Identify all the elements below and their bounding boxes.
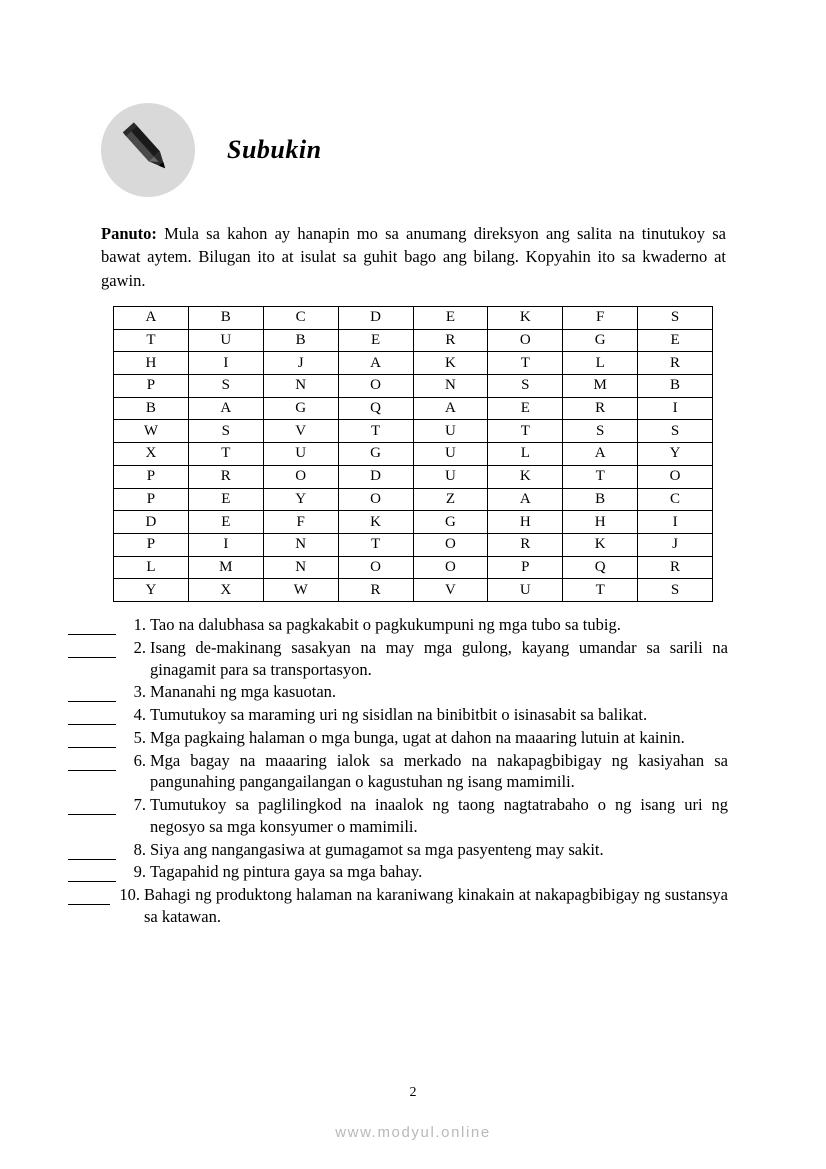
letter-grid-table — [113, 306, 713, 602]
letter-grid-row — [114, 352, 713, 375]
instructions-label: Panuto: — [101, 224, 157, 243]
letter-cell: R — [188, 465, 263, 488]
question-text: Tumutukoy sa paglilingkod na inaalok ng taong nagtatrabaho o ng isang uri ng negosyo sa mga konsyumer o mamimili. — [150, 795, 728, 836]
letter-cell: E — [188, 511, 263, 534]
question-item — [68, 727, 728, 749]
letter-cell: T — [563, 465, 638, 488]
letter-cell: R — [638, 556, 713, 579]
letter-cell: A — [413, 397, 488, 420]
question-item — [68, 750, 728, 794]
letter-cell: S — [488, 375, 563, 398]
question-item — [68, 839, 728, 861]
letter-cell: Q — [338, 397, 413, 420]
letter-cell: A — [338, 352, 413, 375]
pencil-badge — [101, 103, 195, 197]
letter-cell: N — [263, 533, 338, 556]
letter-cell: H — [563, 511, 638, 534]
letter-cell: B — [263, 329, 338, 352]
question-item — [68, 884, 728, 928]
letter-grid-row — [114, 556, 713, 579]
letter-cell: O — [413, 533, 488, 556]
letter-cell: K — [488, 307, 563, 330]
letter-grid-row — [114, 375, 713, 398]
letter-cell: I — [638, 511, 713, 534]
answer-blank[interactable] — [68, 641, 116, 658]
question-number: 4. — [133, 705, 146, 725]
letter-cell: P — [114, 488, 189, 511]
letter-cell: X — [188, 579, 263, 602]
letter-grid-row — [114, 307, 713, 330]
instructions-paragraph — [101, 222, 726, 292]
letter-cell: S — [638, 307, 713, 330]
question-text: Tao na dalubhasa sa pagkakabit o pagkukumpuni ng mga tubo sa tubig. — [150, 615, 621, 634]
letter-grid-row — [114, 533, 713, 556]
answer-blank[interactable] — [68, 618, 116, 635]
answer-blank[interactable] — [68, 798, 116, 815]
letter-cell: D — [338, 465, 413, 488]
answer-blank[interactable] — [68, 754, 116, 771]
letter-cell: O — [338, 488, 413, 511]
letter-cell: A — [563, 443, 638, 466]
letter-cell: O — [338, 375, 413, 398]
question-text: Mga bagay na maaaring ialok sa merkado na nakapagbibigay ng kasiyahan sa pangunahing pangangailangan o kagustuhan ng isang mamimili. — [150, 750, 728, 792]
question-item — [68, 681, 728, 703]
pencil-icon — [117, 119, 179, 181]
letter-cell: R — [638, 352, 713, 375]
letter-cell: P — [488, 556, 563, 579]
letter-grid-row — [114, 579, 713, 602]
question-number: 1. — [133, 615, 146, 634]
question-item — [68, 794, 728, 838]
letter-cell: P — [114, 465, 189, 488]
letter-grid-row — [114, 329, 713, 352]
question-text: Mananahi ng mga kasuotan. — [150, 682, 337, 702]
question-number: 8. — [133, 839, 146, 859]
question-list — [68, 614, 728, 929]
letter-grid-row — [114, 443, 713, 466]
letter-cell: A — [488, 488, 563, 511]
letter-cell: J — [263, 352, 338, 375]
letter-cell: S — [638, 579, 713, 602]
letter-cell: B — [563, 488, 638, 511]
question-number: 9. — [133, 862, 146, 882]
answer-blank[interactable] — [68, 731, 116, 748]
letter-cell: T — [488, 420, 563, 443]
letter-cell: Z — [413, 488, 488, 511]
page-number: 2 — [409, 1085, 417, 1100]
letter-grid-row — [114, 420, 713, 443]
letter-cell: E — [638, 329, 713, 352]
letter-cell: U — [488, 579, 563, 602]
letter-cell: O — [263, 465, 338, 488]
letter-cell: R — [488, 533, 563, 556]
letter-cell: Y — [638, 443, 713, 466]
letter-cell: D — [338, 307, 413, 330]
question-item — [68, 614, 728, 636]
letter-cell: K — [563, 533, 638, 556]
letter-cell: R — [338, 579, 413, 602]
letter-grid-row — [114, 511, 713, 534]
question-text: Siya ang nangangasiwa at gumagamot sa mga pasyenteng may sakit. — [150, 839, 604, 859]
letter-cell: B — [188, 307, 263, 330]
letter-grid-row — [114, 465, 713, 488]
letter-cell: G — [563, 329, 638, 352]
letter-cell: U — [413, 443, 488, 466]
word-search-grid — [113, 306, 713, 602]
letter-cell: C — [263, 307, 338, 330]
question-text: Tumutukoy sa maraming uri ng sisidlan na binibitbit o isinasabit sa balikat. — [150, 705, 648, 725]
letter-cell: I — [188, 533, 263, 556]
letter-cell: M — [563, 375, 638, 398]
letter-cell: G — [413, 511, 488, 534]
letter-cell: C — [638, 488, 713, 511]
question-text: Tagapahid ng pintura gaya sa mga bahay. — [150, 862, 423, 882]
letter-cell: Q — [563, 556, 638, 579]
letter-cell: Y — [263, 488, 338, 511]
question-number: 5. — [133, 727, 146, 747]
letter-cell: U — [263, 443, 338, 466]
letter-grid-row — [114, 488, 713, 511]
letter-cell: N — [263, 556, 338, 579]
question-item — [68, 637, 728, 681]
letter-cell: E — [188, 488, 263, 511]
letter-cell: X — [114, 443, 189, 466]
letter-cell: J — [638, 533, 713, 556]
question-text: Mga pagkaing halaman o mga bunga, ugat at dahon na maaaring lutuin at kainin. — [150, 727, 685, 747]
letter-cell: K — [338, 511, 413, 534]
answer-blank[interactable] — [68, 888, 110, 905]
letter-cell: U — [413, 420, 488, 443]
section-title: Subukin — [227, 135, 322, 164]
letter-cell: A — [114, 307, 189, 330]
letter-cell: O — [638, 465, 713, 488]
letter-cell: R — [563, 397, 638, 420]
letter-cell: N — [413, 375, 488, 398]
letter-cell: H — [488, 511, 563, 534]
answer-blank[interactable] — [68, 708, 116, 725]
question-number: 7. — [133, 795, 146, 815]
letter-cell: G — [263, 397, 338, 420]
letter-cell: I — [638, 397, 713, 420]
letter-cell: Y — [114, 579, 189, 602]
letter-cell: D — [114, 511, 189, 534]
letter-cell: T — [338, 533, 413, 556]
letter-cell: E — [413, 307, 488, 330]
letter-cell: K — [488, 465, 563, 488]
question-text: Bahagi ng produktong halaman na karaniwang kinakain at nakapagbibigay ng sustansya sa katawan. — [144, 885, 728, 926]
letter-cell: V — [413, 579, 488, 602]
letter-grid-body — [114, 307, 713, 602]
letter-cell: M — [188, 556, 263, 579]
letter-cell: S — [188, 420, 263, 443]
letter-cell: S — [188, 375, 263, 398]
letter-cell: H — [114, 352, 189, 375]
letter-cell: I — [188, 352, 263, 375]
letter-cell: E — [488, 397, 563, 420]
letter-cell: N — [263, 375, 338, 398]
letter-cell: T — [488, 352, 563, 375]
letter-cell: V — [263, 420, 338, 443]
answer-blank[interactable] — [68, 843, 116, 860]
letter-cell: S — [638, 420, 713, 443]
watermark: www.modyul.online — [335, 1124, 491, 1141]
letter-cell: L — [114, 556, 189, 579]
question-item — [68, 861, 728, 883]
letter-cell: T — [563, 579, 638, 602]
letter-cell: L — [563, 352, 638, 375]
letter-cell: W — [114, 420, 189, 443]
answer-blank[interactable] — [68, 685, 116, 702]
letter-cell: E — [338, 329, 413, 352]
answer-blank[interactable] — [68, 865, 116, 882]
letter-cell: F — [563, 307, 638, 330]
letter-cell: U — [188, 329, 263, 352]
letter-cell: B — [638, 375, 713, 398]
letter-cell: G — [338, 443, 413, 466]
letter-cell: S — [563, 420, 638, 443]
letter-cell: W — [263, 579, 338, 602]
letter-cell: B — [114, 397, 189, 420]
letter-cell: F — [263, 511, 338, 534]
question-item — [68, 704, 728, 726]
letter-cell: U — [413, 465, 488, 488]
letter-cell: O — [413, 556, 488, 579]
letter-cell: T — [114, 329, 189, 352]
letter-cell: P — [114, 533, 189, 556]
question-number: 2. — [133, 637, 146, 657]
letter-cell: T — [338, 420, 413, 443]
letter-cell: A — [188, 397, 263, 420]
letter-cell: L — [488, 443, 563, 466]
instructions-text: Mula sa kahon ay hanapin mo sa anumang direksyon ang salita na tinutukoy sa bawat aytem. Bilugan ito at isulat sa guhit bago ang bilang. Kopyahin ito sa kwaderno at gawin. — [101, 224, 726, 290]
letter-cell: T — [188, 443, 263, 466]
letter-grid-row — [114, 397, 713, 420]
letter-cell: K — [413, 352, 488, 375]
question-number: 6. — [133, 750, 146, 770]
letter-cell: O — [338, 556, 413, 579]
question-number: 3. — [133, 682, 146, 702]
question-number: 10. — [119, 885, 140, 905]
section-header — [101, 102, 741, 198]
letter-cell: R — [413, 329, 488, 352]
letter-cell: O — [488, 329, 563, 352]
letter-cell: P — [114, 375, 189, 398]
question-text: Isang de-makinang sasakyan na may mga gulong, kayang umandar sa sarili na ginagamit para sa transportasyon. — [150, 637, 728, 679]
